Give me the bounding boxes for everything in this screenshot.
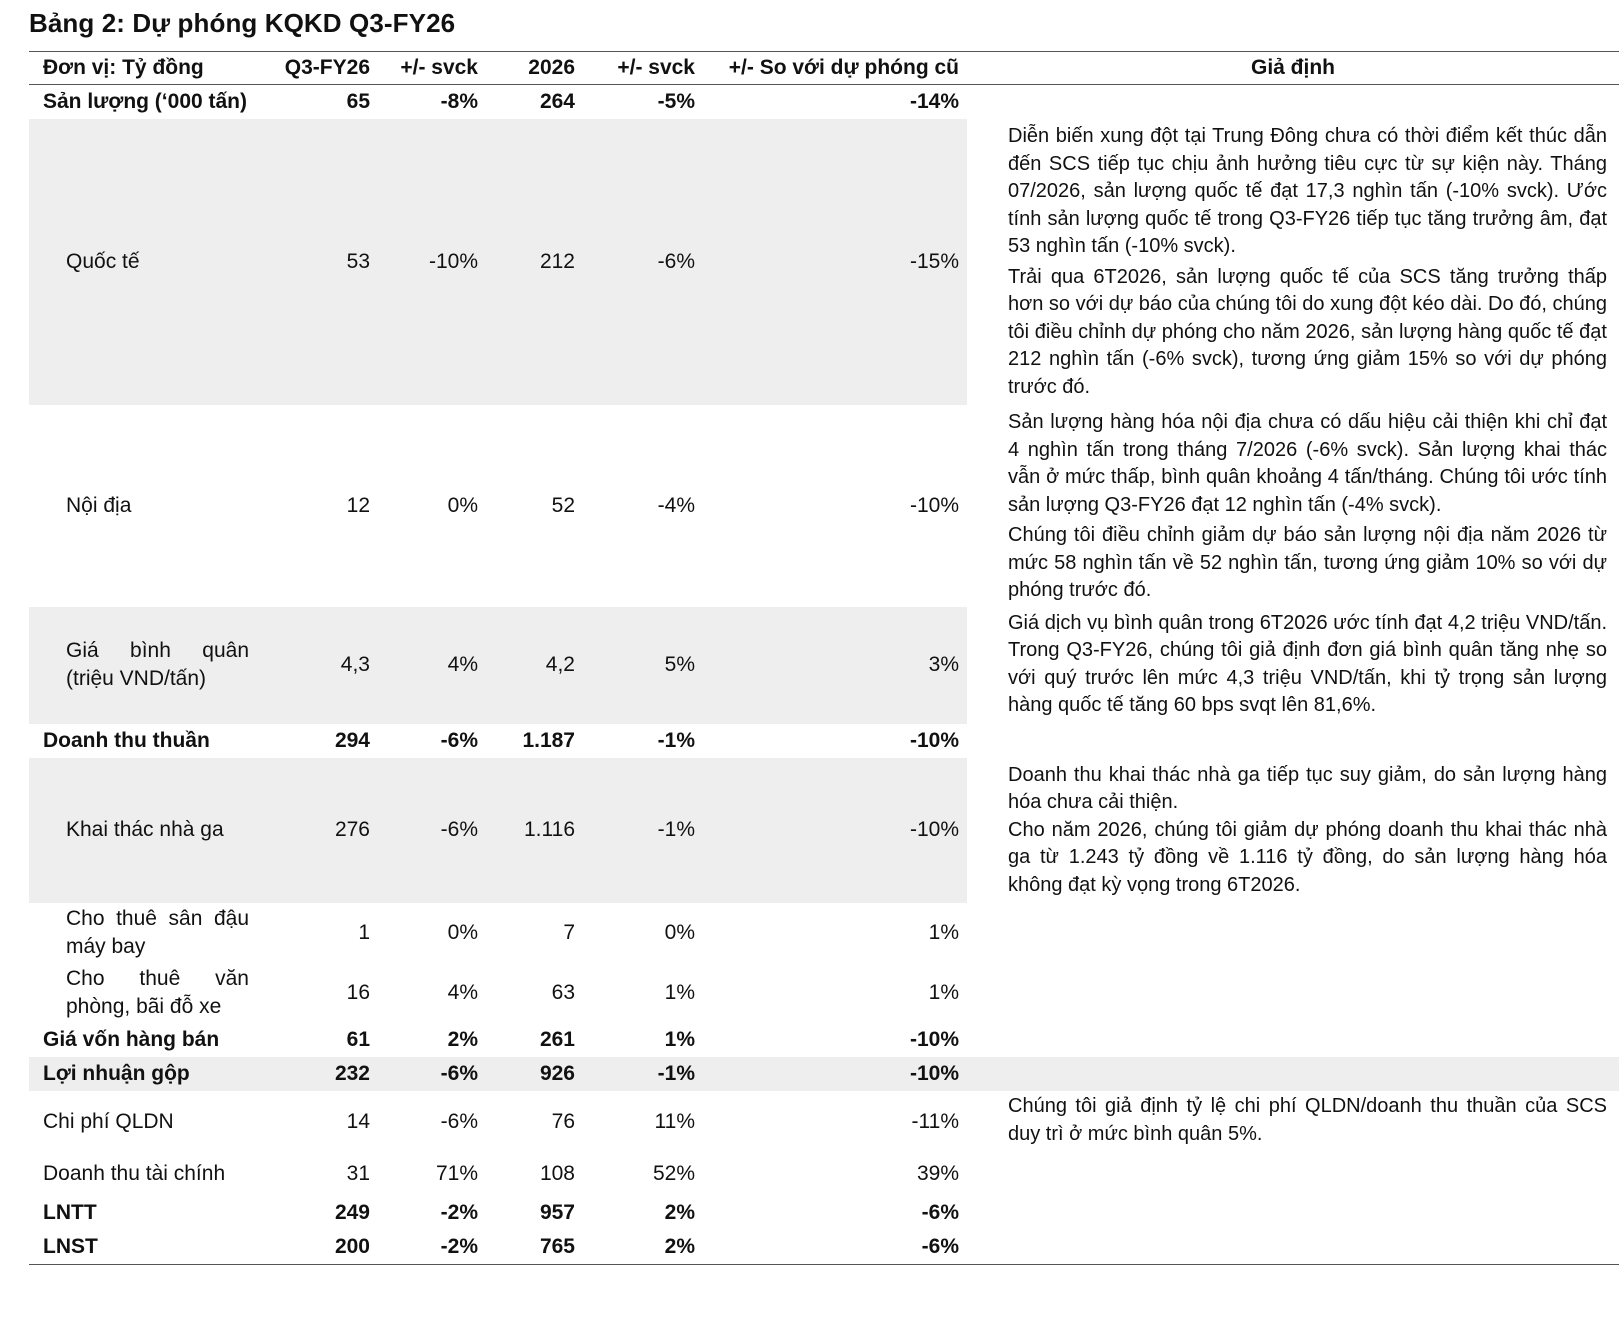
- cell-vs-previous: -10%: [909, 1028, 959, 1051]
- assumption-paragraph: Doanh thu khai thác nhà ga tiếp tục suy giảm, do sản lượng hàng hóa chưa cải thiện.: [1008, 763, 1607, 813]
- column-header-vs-previous-forecast: +/- So với dự phóng cũ: [703, 52, 967, 85]
- cell-2026: 76: [551, 1109, 575, 1133]
- table-row: [29, 1152, 1619, 1196]
- cell-2026: 1.187: [522, 728, 575, 752]
- cell-q3-fy26: 14: [346, 1109, 370, 1133]
- assumption-paragraph: Sản lượng hàng hóa nội địa chưa có dấu hiệu cải thiện khi chỉ đạt 4 nghìn tấn trong tháng 7/2026 (-6% svck). Sản lượng khai thác vẫn ở mức thấp, bình quân khoảng 4 tấn/tháng. Chúng tôi ước tính sản lượng Q3-FY26 đạt 12 nghìn tấn (-4% svck).: [1008, 411, 1607, 516]
- cell-yoy-2026: -6%: [583, 119, 703, 405]
- table-row: [29, 119, 1619, 405]
- cell-assumption: [967, 85, 1619, 120]
- row-label: LNST: [29, 1230, 257, 1265]
- cell-yoy-2026: 1%: [664, 981, 695, 1004]
- cell-yoy-2026: 52%: [652, 1162, 695, 1185]
- cell-2026: 926: [486, 1057, 583, 1091]
- row-label: Giá bình quân (triệu VND/tấn): [29, 607, 257, 724]
- row-label: Cho thuê sân đậu máy bay: [66, 907, 249, 958]
- cell-yoy-q3: 4%: [447, 981, 478, 1004]
- cell-assumption: [967, 963, 1619, 1023]
- cell-vs-previous: 1%: [928, 921, 959, 944]
- row-label: Sản lượng (‘000 tấn): [43, 90, 248, 113]
- column-header-unit: Đơn vị: Tỷ đồng: [29, 52, 257, 85]
- cell-q3-fy26: 65: [346, 90, 370, 113]
- cell-q3-fy26: 249: [334, 1201, 370, 1224]
- cell-q3-fy26: 53: [257, 119, 378, 405]
- assumption-paragraph: Diễn biến xung đột tại Trung Đông chưa có thời điểm kết thúc dẫn đến SCS tiếp tục chịu ảnh hưởng tiêu cực từ sự kiện này. Tháng 07/2026, sản lượng quốc tế đạt 17,3 nghìn tấn (-10% svck). Ước tính sản lượng quốc tế trong Q3-FY26 tiếp tục tăng trưởng âm, đạt 53 nghìn tấn (-10% svck).: [1008, 125, 1607, 257]
- cell-yoy-2026: 2%: [583, 1230, 703, 1265]
- assumption-paragraph: Giá dịch vụ bình quân trong 6T2026 ước tính đạt 4,2 triệu VND/tấn. Trong Q3-FY26, chúng tôi giả định đơn giá bình quân tăng nhẹ so với quý trước lên mức 4,3 triệu VND/tấn, khi tỷ trọng sản lượng hàng quốc tế tăng 60 bps svqt lên 81,6%.: [1008, 611, 1607, 716]
- assumption-paragraph: Chúng tôi giả định tỷ lệ chi phí QLDN/doanh thu thuần của SCS duy trì ở mức bình quân 5%.: [1008, 1095, 1607, 1145]
- cell-vs-previous: 3%: [703, 607, 967, 724]
- cell-vs-previous: -10%: [909, 728, 959, 752]
- cell-2026: 261: [539, 1028, 575, 1051]
- cell-yoy-q3: -10%: [378, 119, 486, 405]
- cell-yoy-q3: 71%: [435, 1162, 478, 1185]
- table-row: [29, 405, 1619, 607]
- header-row: [29, 52, 1619, 85]
- cell-vs-previous: 39%: [916, 1162, 959, 1185]
- cell-2026: 957: [539, 1201, 575, 1224]
- cell-vs-previous: 1%: [928, 981, 959, 1004]
- cell-2026: 52: [551, 493, 575, 517]
- cell-yoy-2026: -4%: [657, 493, 695, 517]
- cell-yoy-q3: 0%: [447, 493, 478, 517]
- cell-q3-fy26: 16: [346, 981, 370, 1004]
- column-header-2026: 2026: [486, 52, 583, 85]
- row-label: Lợi nhuận gộp: [29, 1057, 257, 1091]
- table-row: [29, 1091, 1619, 1152]
- cell-yoy-2026: 1%: [664, 1028, 695, 1051]
- cell-2026: 7: [563, 921, 575, 944]
- cell-assumption: [967, 1057, 1619, 1091]
- cell-yoy-2026: -1%: [657, 728, 695, 752]
- cell-q3-fy26: 200: [257, 1230, 378, 1265]
- row-label: Khai thác nhà ga: [29, 758, 257, 904]
- column-header-yoy-q3: +/- svck: [378, 52, 486, 85]
- cell-q3-fy26: 276: [257, 758, 378, 904]
- cell-yoy-2026: -5%: [657, 90, 695, 113]
- table-row: [29, 903, 1619, 963]
- cell-yoy-2026: 2%: [664, 1201, 695, 1224]
- cell-q3-fy26: 4,3: [257, 607, 378, 724]
- cell-assumption: [967, 119, 1619, 405]
- cell-yoy-2026: 5%: [583, 607, 703, 724]
- row-label: Cho thuê văn phòng, bãi đỗ xe: [66, 967, 249, 1018]
- table-row: [29, 1230, 1619, 1265]
- row-label: Chi phí QLDN: [43, 1109, 174, 1133]
- cell-assumption: [967, 1152, 1619, 1196]
- cell-2026: 264: [539, 90, 575, 113]
- cell-yoy-2026: -1%: [583, 1057, 703, 1091]
- cell-assumption: [967, 1196, 1619, 1230]
- cell-vs-previous: -6%: [703, 1230, 967, 1265]
- table-title: Bảng 2: Dự phóng KQKD Q3-FY26: [29, 8, 456, 38]
- table-row: [29, 1196, 1619, 1230]
- cell-yoy-2026: 0%: [664, 921, 695, 944]
- table-row: [29, 758, 1619, 904]
- cell-2026: 63: [551, 981, 575, 1004]
- row-label: LNTT: [43, 1201, 97, 1224]
- cell-yoy-q3: -6%: [378, 1057, 486, 1091]
- cell-yoy-q3: 2%: [447, 1028, 478, 1051]
- row-label: Nội địa: [66, 493, 132, 517]
- cell-yoy-q3: -6%: [378, 758, 486, 904]
- cell-vs-previous: -10%: [703, 758, 967, 904]
- column-header-yoy-2026: +/- svck: [583, 52, 703, 85]
- cell-q3-fy26: 31: [346, 1162, 370, 1185]
- cell-assumption: [967, 1091, 1619, 1152]
- cell-vs-previous: -15%: [703, 119, 967, 405]
- cell-assumption: [967, 903, 1619, 963]
- cell-q3-fy26: 232: [257, 1057, 378, 1091]
- cell-q3-fy26: 61: [346, 1028, 370, 1051]
- cell-vs-previous: -10%: [703, 1057, 967, 1091]
- row-label: Doanh thu tài chính: [43, 1162, 226, 1185]
- cell-yoy-2026: 11%: [654, 1109, 695, 1133]
- table-row: [29, 607, 1619, 724]
- cell-assumption: [967, 1023, 1619, 1057]
- table-row: [29, 1057, 1619, 1091]
- cell-assumption: [967, 758, 1619, 904]
- table-row: [29, 963, 1619, 1023]
- assumption-paragraph: Cho năm 2026, chúng tôi giảm dự phóng doanh thu khai thác nhà ga từ 1.243 tỷ đồng về 1.116 tỷ đồng, do sản lượng hàng hóa không đạt kỳ vọng trong 6T2026.: [1008, 818, 1607, 896]
- cell-yoy-2026: -1%: [583, 758, 703, 904]
- cell-assumption: [967, 607, 1619, 724]
- cell-yoy-q3: -2%: [378, 1230, 486, 1265]
- cell-yoy-q3: -6%: [440, 728, 478, 752]
- cell-vs-previous: -14%: [909, 90, 959, 113]
- table-row: [29, 1023, 1619, 1057]
- forecast-table: [29, 51, 1619, 1265]
- cell-assumption: [967, 1230, 1619, 1265]
- table-row: [29, 724, 1619, 758]
- cell-vs-previous: -11%: [911, 1109, 959, 1133]
- cell-yoy-q3: 4%: [378, 607, 486, 724]
- cell-q3-fy26: 1: [358, 921, 370, 944]
- cell-2026: 212: [486, 119, 583, 405]
- assumption-paragraph: Chúng tôi điều chỉnh giảm dự báo sản lượng nội địa năm 2026 từ mức 58 nghìn tấn về 52 nghìn tấn, tương ứng giảm 10% so với dự phóng trước đó.: [1008, 524, 1607, 601]
- cell-vs-previous: -6%: [921, 1201, 959, 1224]
- cell-yoy-q3: 0%: [447, 921, 478, 944]
- assumption-paragraph: Trải qua 6T2026, sản lượng quốc tế của SCS tăng trưởng thấp hơn so với dự báo của chúng tôi do xung đột kéo dài. Do đó, chúng tôi điều chỉnh dự phóng cho năm 2026, sản lượng hàng quốc tế đạt 212 nghìn tấn (-6% svck), tương ứng giảm 15% so với dự phóng trước đó.: [1008, 265, 1607, 398]
- row-label: Quốc tế: [29, 119, 257, 405]
- cell-q3-fy26: 294: [334, 728, 370, 752]
- column-header-assumption: Giả định: [967, 52, 1619, 85]
- cell-yoy-q3: -6%: [440, 1109, 478, 1133]
- cell-q3-fy26: 12: [346, 493, 370, 517]
- column-header-q3-fy26: Q3-FY26: [257, 52, 378, 85]
- row-label: Doanh thu thuần: [43, 728, 210, 752]
- row-label: Giá vốn hàng bán: [43, 1028, 220, 1051]
- cell-2026: 1.116: [486, 758, 583, 904]
- cell-2026: 4,2: [486, 607, 583, 724]
- cell-vs-previous: -10%: [909, 493, 959, 517]
- cell-yoy-q3: -2%: [440, 1201, 478, 1224]
- cell-yoy-q3: -8%: [440, 90, 478, 113]
- cell-assumption: [967, 405, 1619, 607]
- cell-2026: 108: [539, 1162, 575, 1185]
- table-row: [29, 85, 1619, 120]
- cell-2026: 765: [486, 1230, 583, 1265]
- cell-assumption: [967, 724, 1619, 758]
